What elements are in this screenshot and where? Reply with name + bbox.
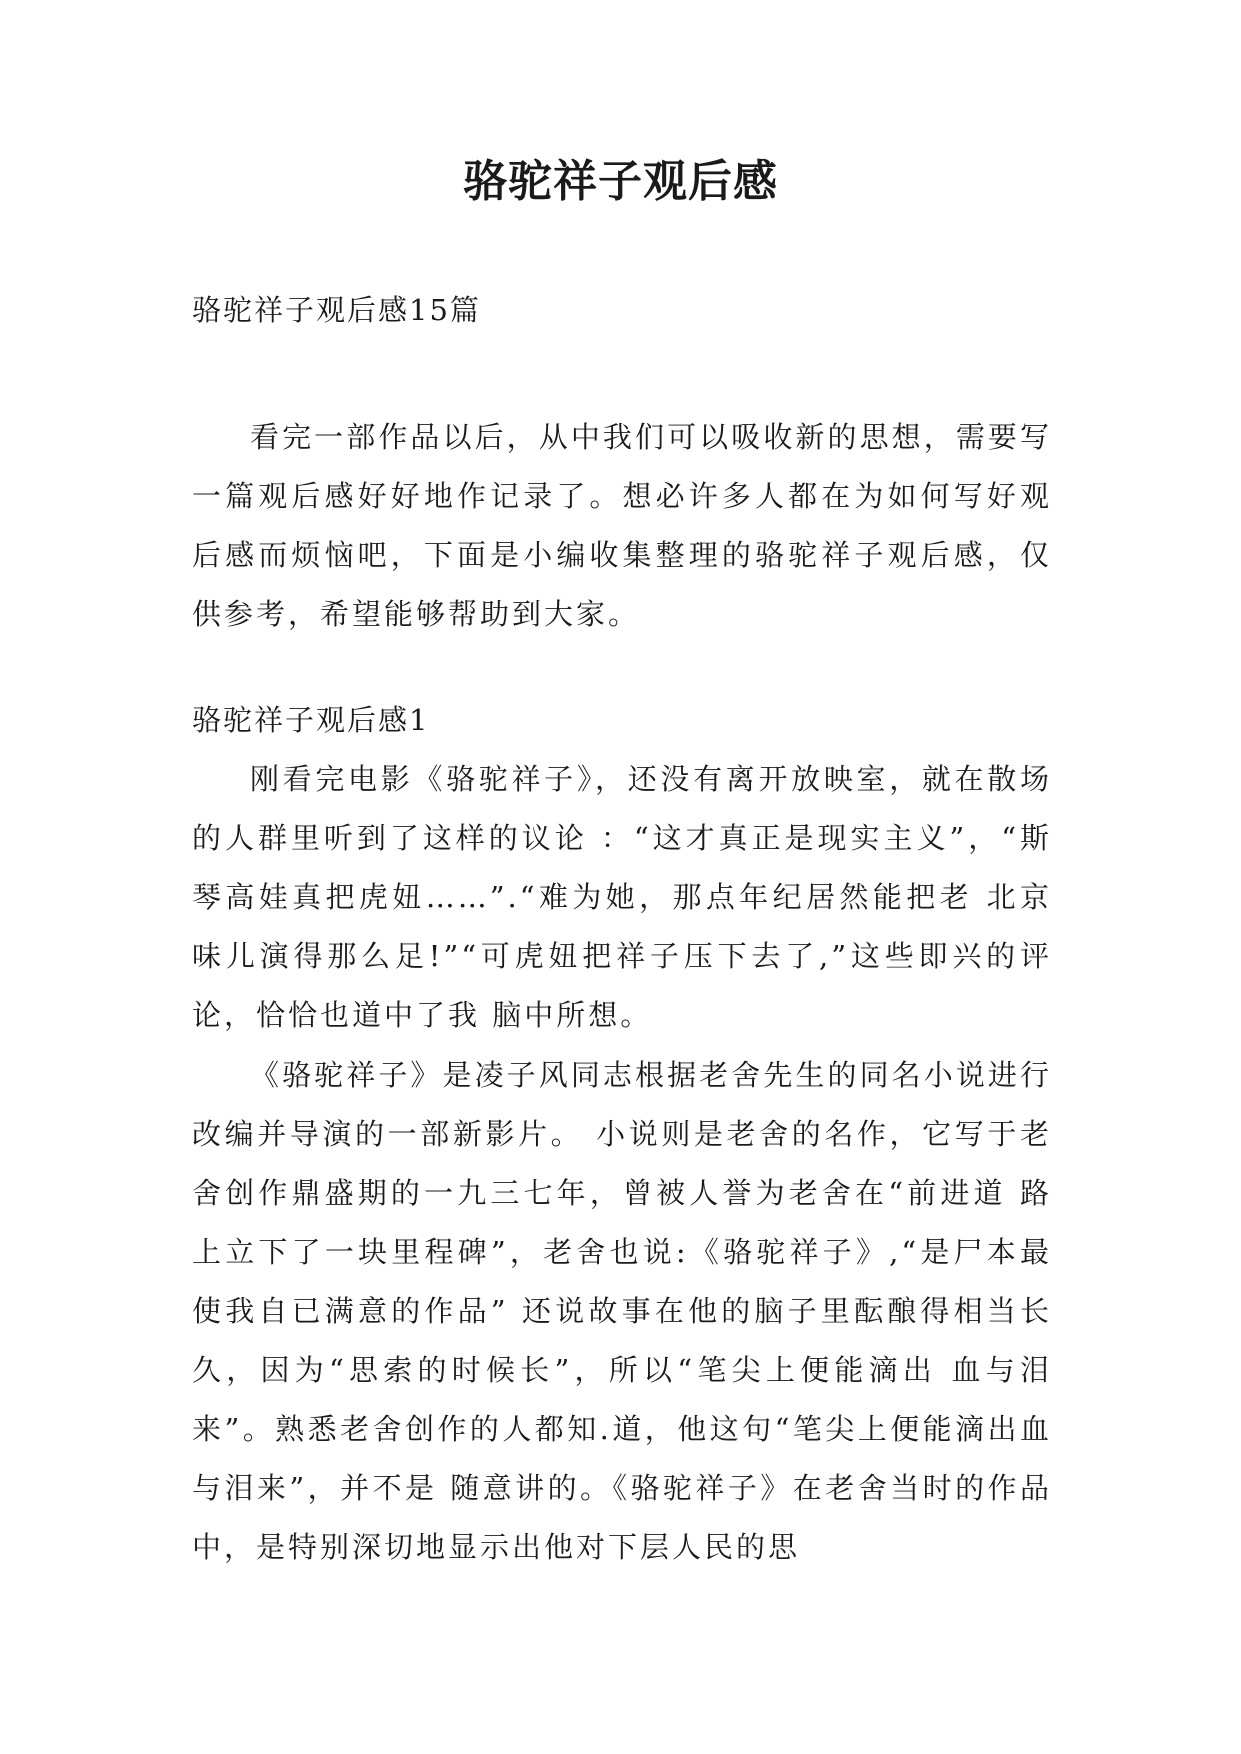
body-paragraph-2: 《骆驼祥子》是凌子风同志根据老舍先生的同名小说进行改编并导演的一部新影片。 小说则是老舍的名作，它写于老舍创作鼎盛期的一九三七年，曾被人誉为老舍在“前进道 路上立下了一块里程碑”，老舍也说:《骆驼祥子》,“是尸本最使我自已满意的作品” 还说故事在他的脑子里酝酿得相当长久，因为“思索的时候长”，所以“笔尖上便能滴出 血与泪来”。熟悉老舍创作的人都知.道，他这句“笔尖上便能滴出血与泪来”，并不是 随意讲的。《骆驼祥子》在老舍当时的作品中，是特别深切地显示出他对下层人民的思	[192, 1058, 1052, 1564]
document-subtitle: 骆驼祥子观后感15篇	[192, 293, 481, 327]
section-heading: 骆驼祥子观后感1	[192, 703, 430, 737]
body-paragraph-1: 刚看完电影《骆驼祥子》，还没有离开放映室，就在散场的人群里听到了这样的议论 ：“这才真正是现实主义”，“斯琴高娃真把虎妞……”.“难为她，那点年纪居然能把老 北京味儿演得那么足!”“可虎妞把祥子压下去了,”这些即兴的评论，恰恰也道中了我 脑中所想。	[192, 762, 1052, 1032]
document-title: 骆驼祥子观后感	[463, 156, 778, 207]
intro-paragraph: 看完一部作品以后，从中我们可以吸收新的思想，需要写一篇观后感好好地作记录了。想必许多人都在为如何写好观后感而烦恼吧，下面是小编收集整理的骆驼祥子观后感，仅供参考，希望能够帮助到大家。	[192, 420, 1052, 631]
